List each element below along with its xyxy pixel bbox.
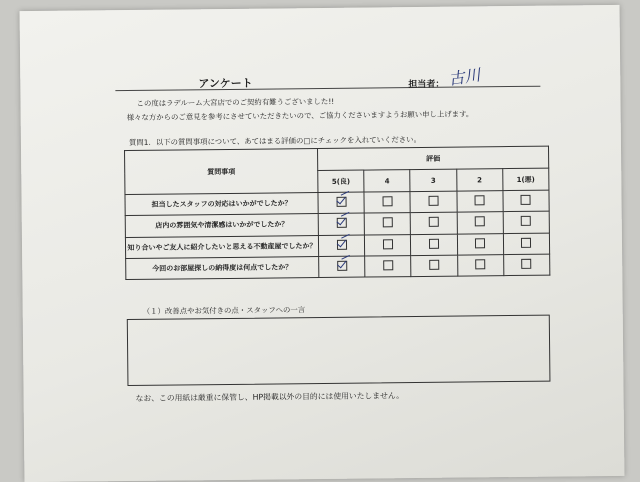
rating-checkbox[interactable] bbox=[337, 261, 347, 271]
rating-checkbox[interactable] bbox=[475, 238, 485, 248]
rating-cell bbox=[319, 256, 365, 278]
rating-cell bbox=[318, 192, 364, 214]
rating-cell bbox=[364, 213, 410, 235]
comment-heading: （１）改善点やお気付きの点・スタッフへの一言 bbox=[142, 305, 306, 316]
rating-cell bbox=[503, 211, 549, 233]
staff-signature: 古川 bbox=[447, 65, 482, 89]
rating-cell bbox=[457, 233, 503, 255]
rating-column-0: 5(良) bbox=[318, 170, 364, 192]
rating-table bbox=[124, 146, 550, 280]
rating-checkbox[interactable] bbox=[383, 218, 393, 228]
rating-checkbox[interactable] bbox=[336, 197, 346, 207]
rating-column-4: 1(悪) bbox=[502, 168, 548, 190]
rating-cell bbox=[457, 254, 503, 276]
rating-checkbox[interactable] bbox=[521, 195, 531, 205]
rating-checkbox[interactable] bbox=[475, 217, 485, 227]
rating-checkbox[interactable] bbox=[429, 260, 439, 270]
title-underline bbox=[115, 86, 540, 91]
rating-cell bbox=[411, 212, 457, 234]
rating-checkbox[interactable] bbox=[383, 239, 393, 249]
rating-checkbox[interactable] bbox=[382, 196, 392, 206]
rating-checkbox[interactable] bbox=[521, 237, 531, 247]
rating-checkbox[interactable] bbox=[521, 216, 531, 226]
rating-column-2: 3 bbox=[410, 169, 456, 191]
rating-column-1: 4 bbox=[364, 170, 410, 192]
question-instruction: 質問1．以下の質問事項について、あてはまる評価の□にチェックを入れていください。 bbox=[128, 134, 421, 148]
staff-label: 担当者： bbox=[408, 79, 445, 91]
question-header: 質問事項 bbox=[125, 149, 318, 195]
rating-cell bbox=[457, 212, 503, 234]
rating-cell bbox=[503, 254, 549, 276]
rating-cell bbox=[411, 234, 457, 256]
survey-sheet bbox=[20, 5, 625, 482]
rating-checkbox[interactable] bbox=[383, 260, 393, 270]
footer-note: なお、この用紙は厳重に保管し、HP掲載以外の目的には使用いたしません。 bbox=[135, 391, 404, 403]
rating-checkbox[interactable] bbox=[429, 217, 439, 227]
rating-cell bbox=[410, 191, 456, 213]
question-text: 店内の雰囲気や清潔感はいかがでしたか？ bbox=[125, 214, 318, 237]
survey-title: アンケート bbox=[198, 76, 253, 91]
rating-cell bbox=[411, 255, 457, 277]
rating-cell bbox=[365, 255, 411, 277]
rating-cell bbox=[365, 234, 411, 256]
rating-header: 評価 bbox=[318, 146, 549, 170]
question-text: 知り合いやご友人に紹介したいと思える不動産屋でしたか？ bbox=[125, 235, 318, 258]
table-row bbox=[126, 254, 550, 280]
comment-textarea[interactable] bbox=[127, 315, 551, 386]
question-text: 担当したスタッフの対応はいかがでしたか？ bbox=[125, 193, 318, 216]
rating-cell bbox=[318, 235, 364, 257]
rating-checkbox[interactable] bbox=[475, 259, 485, 269]
rating-checkbox[interactable] bbox=[475, 195, 485, 205]
rating-cell bbox=[364, 192, 410, 214]
rating-cell bbox=[503, 233, 549, 255]
rating-cell bbox=[503, 190, 549, 212]
rating-checkbox[interactable] bbox=[428, 196, 438, 206]
rating-column-3: 2 bbox=[456, 169, 502, 191]
rating-checkbox[interactable] bbox=[336, 218, 346, 228]
rating-checkbox[interactable] bbox=[337, 239, 347, 249]
question-text: 今回のお部屋探しの納得度は何点でしたか？ bbox=[126, 256, 319, 279]
rating-checkbox[interactable] bbox=[522, 259, 532, 269]
rating-cell bbox=[457, 191, 503, 213]
rating-cell bbox=[318, 213, 364, 235]
intro-line-1: この度はラデルーム大宮店でのご契約有難うございました!! bbox=[136, 96, 335, 108]
rating-checkbox[interactable] bbox=[429, 238, 439, 248]
intro-line-2: 様々な方からのご意見を参考にさせていただきたいので、ご協力くださいますようお願い申し上げます。 bbox=[126, 109, 474, 123]
